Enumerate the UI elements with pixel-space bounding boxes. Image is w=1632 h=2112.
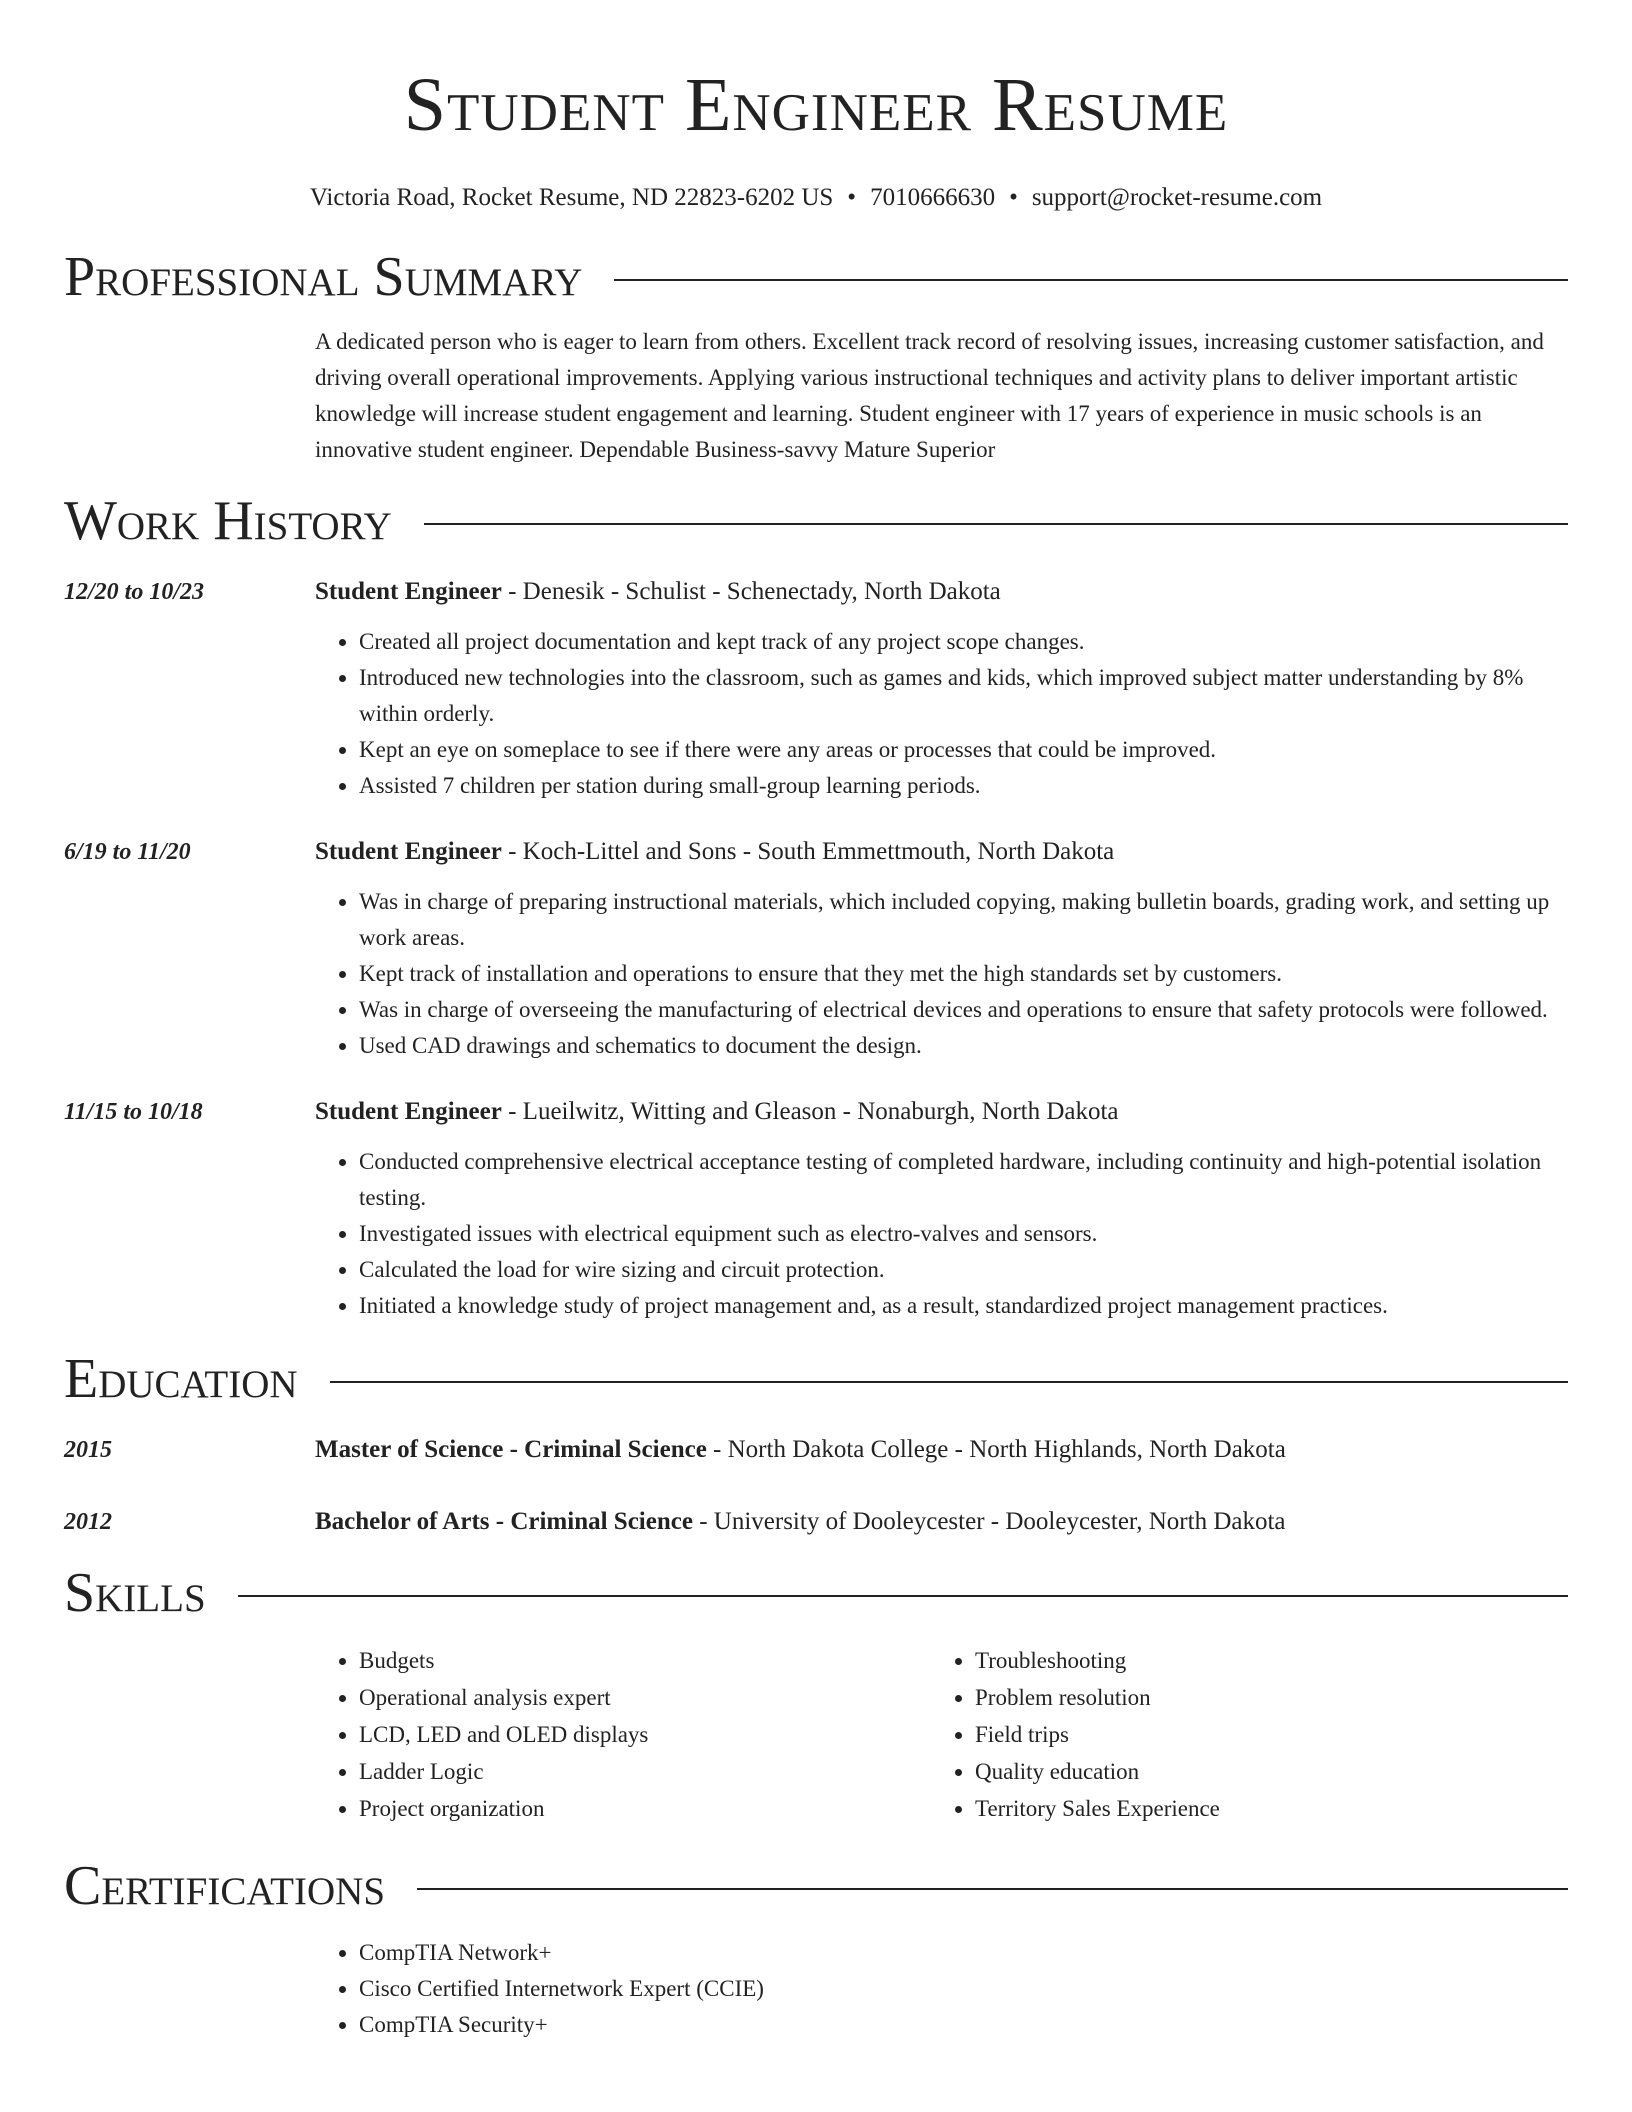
education-degree: Bachelor of Arts - Criminal Science [315,1508,693,1535]
skill-item: • Territory Sales Experience [975,1790,1220,1827]
job-bullets [315,884,1568,1064]
job-details: - Lueilwitz, Witting and Gleason - Nonaburgh, North Dakota [501,1098,1119,1125]
job-heading [315,574,1568,610]
contact-line [64,182,1568,214]
contact-address: Victoria Road, Rocket Resume, ND 22823-6202 US [309,184,834,211]
skill-item: • Troubleshooting [975,1642,1220,1679]
resume-page [64,0,1568,2043]
education-degree: Master of Science - Criminal Science [315,1436,707,1463]
job-title: Student Engineer [315,1098,502,1125]
job-entry [64,834,1568,1064]
certification-item: • CompTIA Security+ [359,2007,1568,2043]
skill-item: • LCD, LED and OLED displays [359,1716,931,1753]
skill-item: • Operational analysis expert [359,1679,931,1716]
job-bullet: • Calculated the load for wire sizing and circuit protection. [359,1252,1568,1288]
job-entry [64,574,1568,804]
education-details: - North Dakota College - North Highlands, North Dakota [706,1436,1286,1463]
skill-item: • Ladder Logic [359,1753,931,1790]
section-title: Education [64,1348,298,1410]
summary-text: A dedicated person who is eager to learn from others. Excellent track record of resolving issues, increasing customer satisfaction, and driving overall operational improvements. Applying various instructional techniques and activity plans to deliver important artistic knowledge will increase student engagement and learning. Student engineer with 17 years of experience in music schools is an innovative student engineer. Dependable Business-savvy Mature Superior [315,329,1544,462]
skill-item: • Quality education [975,1753,1220,1790]
job-title: Student Engineer [315,838,502,865]
education-entry [64,1504,1568,1540]
contact-email: support@rocket-resume.com [1031,184,1323,211]
skill-item: • Project organization [359,1790,931,1827]
section-divider [614,279,1568,281]
resume-title: Student Engineer Resume [403,63,1229,147]
section-work-heading [64,488,1568,554]
job-bullet: • Kept an eye on someplace to see if there were any areas or processes that could be improved. [359,732,1568,768]
education-details: - University of Dooleycester - Dooleycester, North Dakota [692,1508,1286,1535]
job-dates: 12/20 to 10/23 [64,579,205,605]
section-title: Professional Summary [64,246,583,308]
certification-item: • Cisco Certified Internetwork Expert (CCIE) [359,1971,1568,2007]
job-dates: 6/19 to 11/20 [64,839,191,865]
section-title: Certifications [64,1855,386,1917]
education-year: 2015 [64,1437,112,1463]
job-bullet: • Conducted comprehensive electrical acceptance testing of completed hardware, including continuity and high-potential isolation testing. [359,1144,1568,1216]
section-divider [417,1888,1568,1890]
section-divider [238,1595,1568,1597]
section-skills-heading [64,1560,1568,1626]
section-summary-heading [64,244,1568,310]
contact-phone: 7010666630 [870,184,996,211]
section-certifications-heading [64,1853,1568,1919]
certification-item: • CompTIA Network+ [359,1935,1568,1971]
job-entry [64,1094,1568,1324]
job-bullet: • Introduced new technologies into the classroom, such as games and kids, which improved subject matter understanding by 8% within orderly. [359,660,1568,732]
section-title: Work History [64,490,392,552]
section-divider [424,523,1568,525]
job-details: - Denesik - Schulist - Schenectady, North Dakota [501,578,1001,605]
job-bullet: • Created all project documentation and kept track of any project scope changes. [359,624,1568,660]
job-bullet: • Kept track of installation and operations to ensure that they met the high standards set by customers. [359,956,1568,992]
section-divider [330,1381,1568,1383]
skill-item: • Problem resolution [975,1679,1220,1716]
job-dates: 11/15 to 10/18 [64,1099,203,1125]
job-heading [315,1094,1568,1130]
education-year: 2012 [64,1509,112,1535]
job-heading [315,834,1568,870]
job-bullet: • Was in charge of preparing instructional materials, which included copying, making bulletin boards, grading work, and setting up work areas. [359,884,1568,956]
job-bullet: • Used CAD drawings and schematics to document the design. [359,1028,1568,1064]
certifications-list [315,1935,1568,2043]
skills-left-column [315,1642,931,1827]
skills-right-column [931,1642,1220,1827]
job-bullet: • Was in charge of overseeing the manufacturing of electrical devices and operations to ensure that safety protocols were followed. [359,992,1568,1028]
job-bullets [315,624,1568,804]
job-bullet: • Investigated issues with electrical equipment such as electro-valves and sensors. [359,1216,1568,1252]
job-title: Student Engineer [315,578,502,605]
job-bullet: • Initiated a knowledge study of project management and, as a result, standardized project management practices. [359,1288,1568,1324]
contact-separator: • [1009,184,1018,211]
skills-grid [315,1642,1568,1827]
education-entry [64,1432,1568,1468]
skill-item: • Budgets [359,1642,931,1679]
skill-item: • Field trips [975,1716,1220,1753]
section-title: Skills [64,1562,206,1624]
job-bullets [315,1144,1568,1324]
job-details: - Koch-Littel and Sons - South Emmettmouth, North Dakota [501,838,1115,865]
job-bullet: • Assisted 7 children per station during small-group learning periods. [359,768,1568,804]
section-education-heading [64,1346,1568,1412]
contact-separator: • [847,184,857,211]
